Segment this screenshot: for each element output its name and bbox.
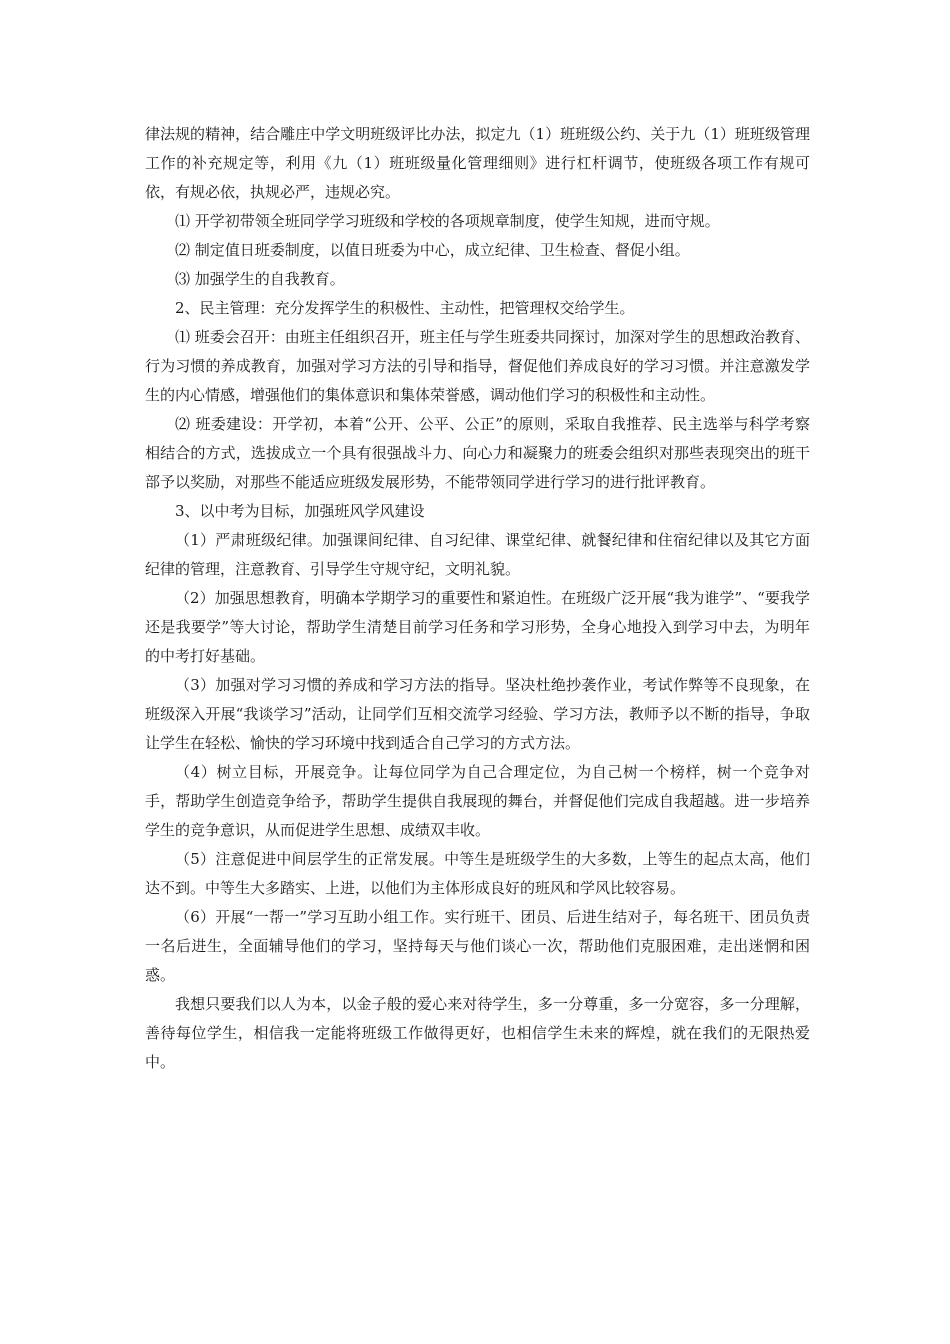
paragraph-item-3-3: （3）加强对学习习惯的养成和学习方法的指导。坚决杜绝抄袭作业，考试作弊等不良现象，在班级深入开展“我谈学习”活动，让同学们互相交流学习经验、学习方法，教师予以不断的指导，争取让学生在轻松、愉快的学习环境中找到适合自己学习的方式方法。 [145, 676, 810, 752]
paragraph-item-3-2: （2）加强思想教育，明确本学期学习的重要性和紧迫性。在班级广泛开展“我为谁学”、“要我学还是我要学”等大讨论，帮助学生清楚目前学习任务和学习形势，全身心地投入到学习中去，为明年的中考打好基础。 [145, 589, 810, 665]
paragraph-item-1-3: ⑶ 加强学生的自我教育。 [175, 270, 345, 288]
paragraph-item-3-5: （5）注意促进中间层学生的正常发展。中等生是班级学生的大多数，上等生的起点太高，他们达不到。中等生大多踏实、上进，以他们为主体形成良好的班风和学风比较容易。 [145, 850, 810, 897]
document-body [145, 120, 810, 1077]
paragraph-item-2-1: ⑴ 班委会召开：由班主任组织召开，班主任与学生班委共同探讨，加深对学生的思想政治教育、行为习惯的养成教育，加强对学习方法的引导和指导，督促他们养成良好的学习习惯。并注意激发学生的内心情感，增强他们的集体意识和集体荣誉感，调动他们学习的积极性和主动性。 [145, 328, 810, 404]
paragraph-item-3-4: （4）树立目标，开展竞争。让每位同学为自己合理定位，为自己树一个榜样，树一个竞争对手，帮助学生创造竞争给予，帮助学生提供自我展现的舞台，并督促他们完成自我超越。进一步培养学生的竞争意识，从而促进学生思想、成绩双丰收。 [145, 763, 810, 839]
paragraph-item-2-2: ⑵ 班委建设：开学初，本着“公开、公平、公正”的原则，采取自我推荐、民主选举与科学考察相结合的方式，选拔成立一个具有很强战斗力、向心力和凝聚力的班委会组织对那些表现突出的班干部予以奖励，对那些不能适应班级发展形势，不能带领同学进行学习的进行批评教育。 [145, 415, 810, 491]
paragraph-item-1-2: ⑵ 制定值日班委制度，以值日班委为中心，成立纪律、卫生检查、督促小组。 [175, 241, 690, 259]
section-heading-2: 2、民主管理：充分发挥学生的积极性、主动性，把管理权交给学生。 [175, 299, 635, 317]
paragraph-conclusion: 我想只要我们以人为本，以金子般的爱心来对待学生，多一分尊重，多一分宽容，多一分理解，善待每位学生，相信我一定能将班级工作做得更好，也相信学生未来的辉煌，就在我们的无限热爱中。 [145, 995, 810, 1071]
paragraph-item-1-1: ⑴ 开学初带领全班同学学习班级和学校的各项规章制度，使学生知规，进而守规。 [175, 212, 720, 230]
paragraph-continuation: 律法规的精神，结合雕庄中学文明班级评比办法，拟定九（1）班班级公约、关于九（1）班班级管理工作的补充规定等，利用《九（1）班班级量化管理细则》进行杠杆调节，使班级各项工作有规可依，有规必依，执规必严，违规必究。 [145, 125, 810, 201]
paragraph-item-3-6: （6）开展“一帮一”学习互助小组工作。实行班干、团员、后进生结对子，每名班干、团员负责一名后进生，全面辅导他们的学习，坚持每天与他们谈心一次，帮助他们克服困难，走出迷惘和困惑。 [145, 908, 810, 984]
section-heading-3: 3、以中考为目标，加强班风学风建设 [175, 502, 425, 520]
paragraph-item-3-1: （1）严肃班级纪律。加强课间纪律、自习纪律、课堂纪律、就餐纪律和住宿纪律以及其它方面纪律的管理，注意教育、引导学生守规守纪，文明礼貌。 [145, 531, 810, 578]
